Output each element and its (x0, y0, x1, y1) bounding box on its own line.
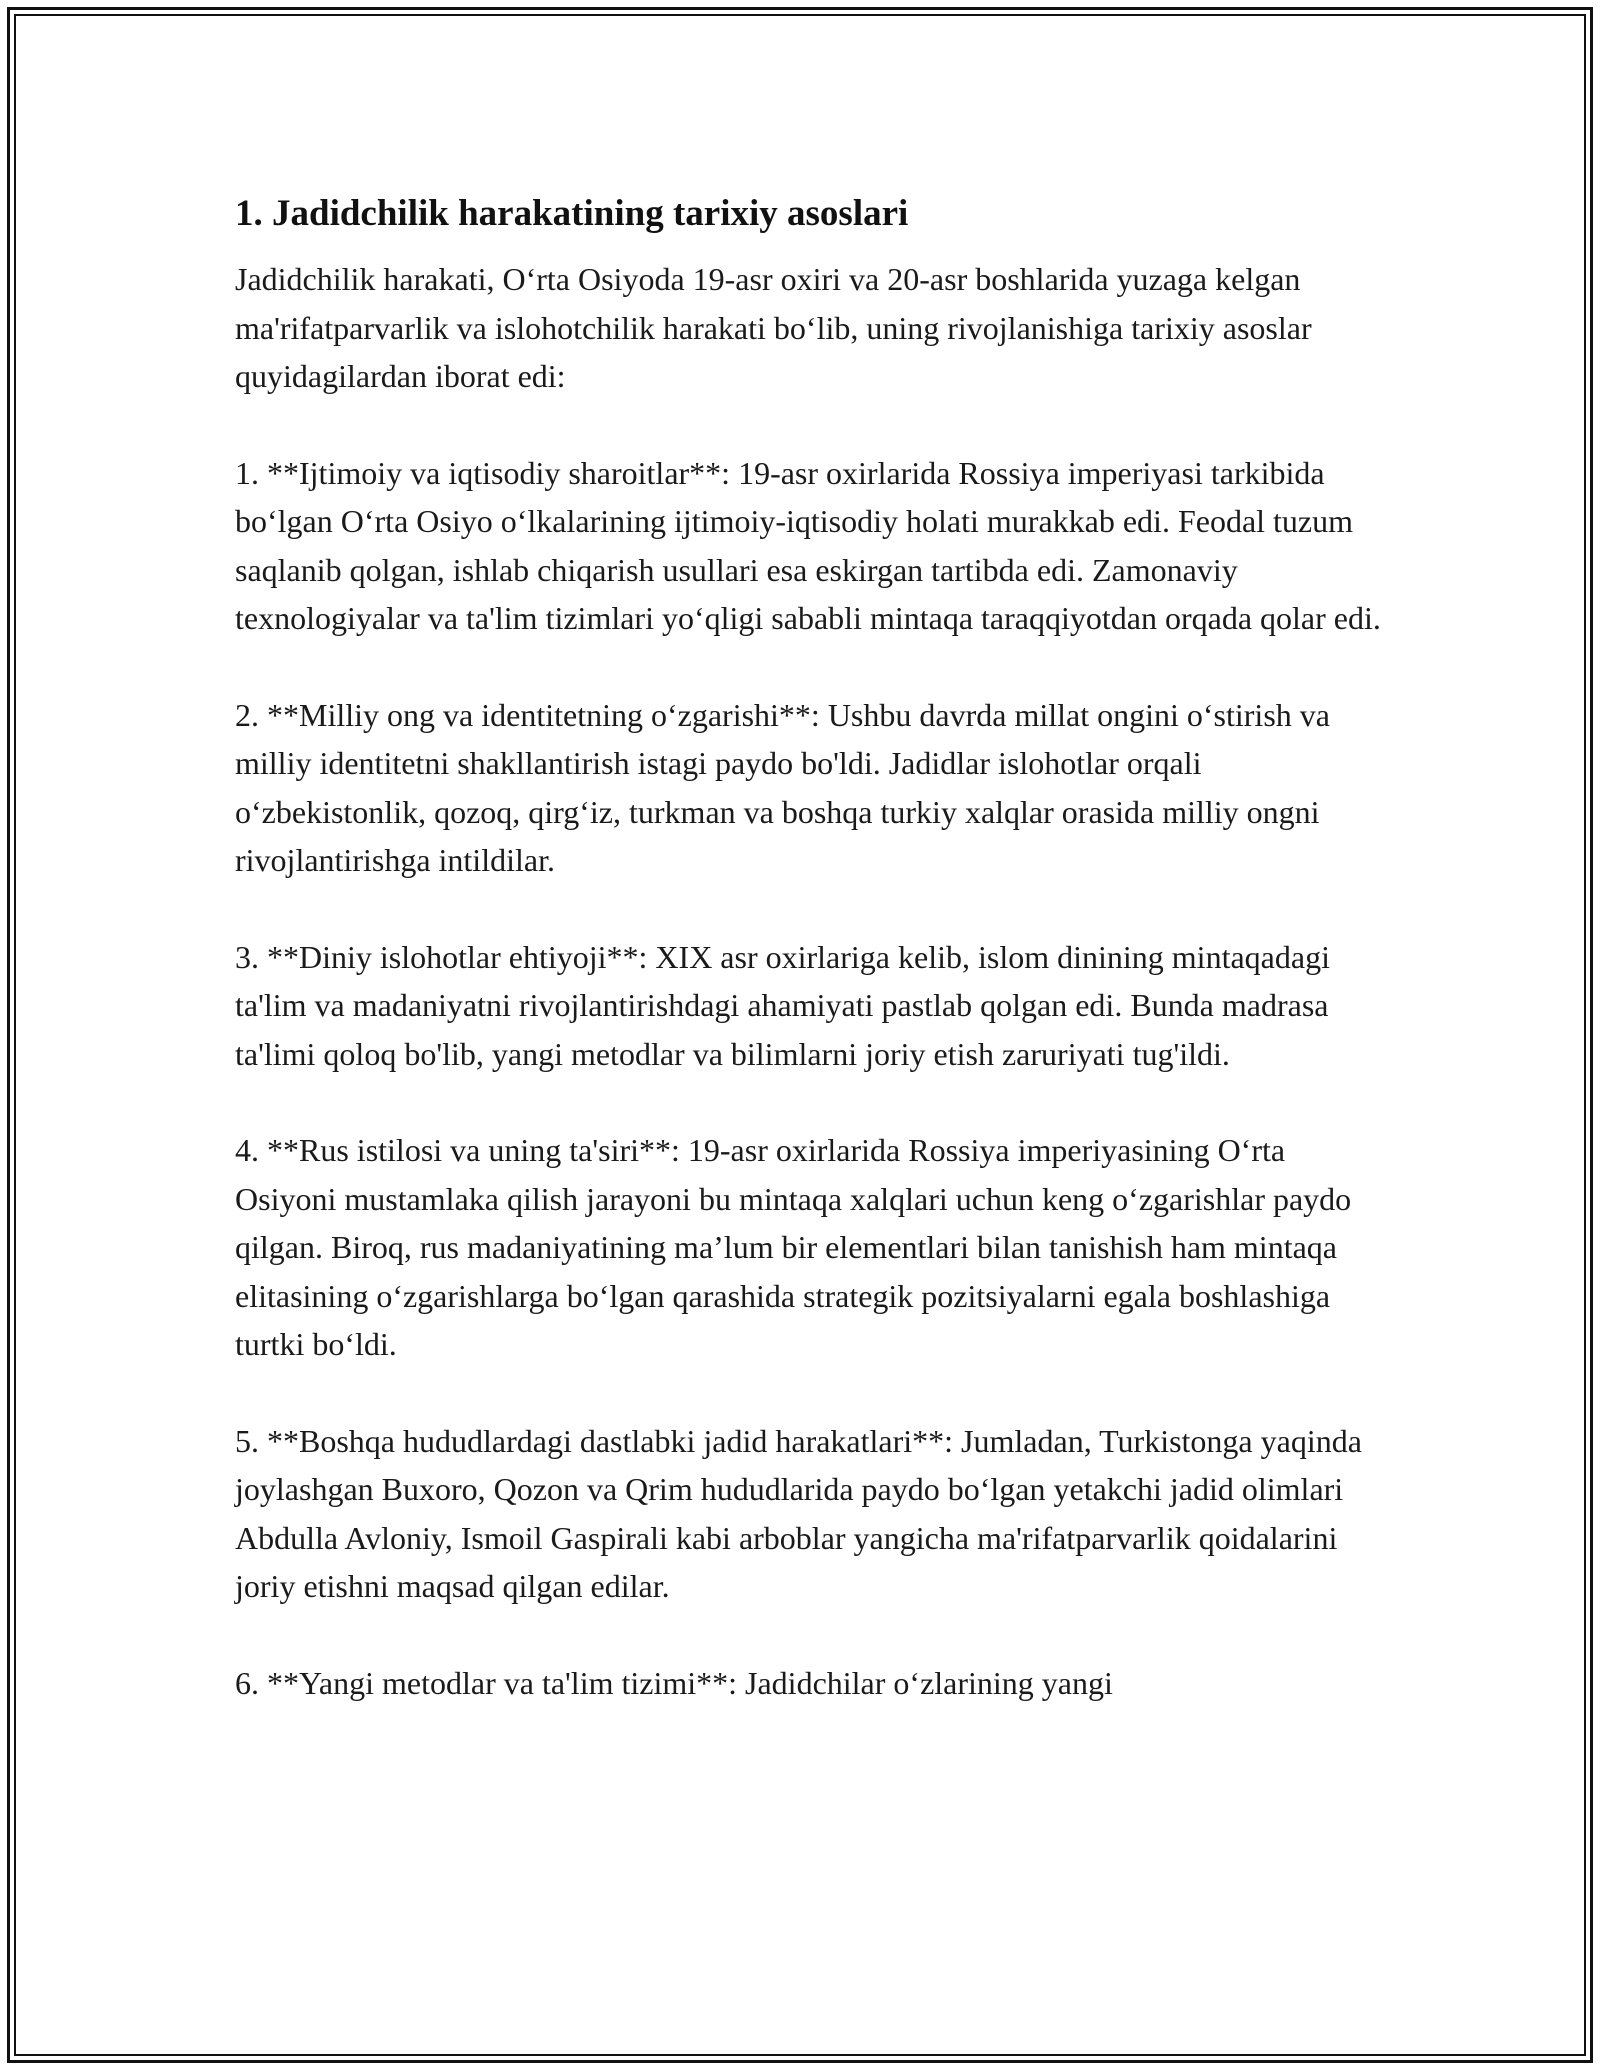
list-item-5: 5. **Boshqa hududlardagi dastlabki jadid harakatlari**: Jumladan, Turkistonga yaqinda joylashgan Buxoro, Qozon va Qrim hududlarida paydo bo‘lgan yetakchi jadid olimlari Abdulla Avloniy, Ismoil Gaspirali kabi arboblar yangicha ma'rifatparvarlik qoidalarini joriy etishni maqsad qilgan edilar. (235, 1422, 1370, 1604)
list-item-2: 2. **Milliy ong va identitetning o‘zgarishi**: Ushbu davrda millat ongini o‘stirish va milliy identitetni shakllantirish istagi paydo bo'ldi. Jadidlar islohotlar orqali o‘zbekistonlik, qozoq, qirg‘iz, turkman va boshqa turkiy xalqlar orasida milliy ongni rivojlantirishga intildilar. (235, 696, 1338, 878)
list-item-6: 6. **Yangi metodlar va ta'lim tizimi**: Jadidchilar o‘zlarining yangi (235, 1664, 1113, 1701)
document-title: 1. Jadidchilik harakatining tarixiy asoslari (235, 193, 909, 234)
intro-paragraph: Jadidchilik harakati, O‘rta Osiyoda 19-asr oxiri va 20-asr boshlarida yuzaga kelgan ma'rifatparvarlik va islohotchilik harakati bo‘lib, uning rivojlanishiga tarixiy asoslar quyidagilardan iborat edi: (235, 261, 1320, 394)
list-item-3: 3. **Diniy islohotlar ehtiyoji**: XIX asr oxirlariga kelib, islom dinining mintaqadagi ta'lim va madaniyatni rivojlantirishdagi ahamiyati pastlab qolgan edi. Bunda madrasa ta'limi qoloq bo'lib, yangi metodlar va bilimlarni joriy etish zaruriyati tug'ildi. (235, 938, 1338, 1072)
document-body (235, 185, 1385, 1707)
list-item-1: 1. **Ijtimoiy va iqtisodiy sharoitlar**: 19-asr oxirlarida Rossiya imperiyasi tarkibida bo‘lgan O‘rta Osiyo o‘lkalarining ijtimoiy-iqtisodiy holati murakkab edi. Feodal tuzum saqlanib qolgan, ishlab chiqarish usullari esa eskirgan tartibda edi. Zamonaviy texnologiyalar va ta'lim tizimlari yo‘qligi sababli mintaqa taraqqiyotdan orqada qolar edi. (235, 454, 1381, 636)
list-item-4: 4. **Rus istilosi va uning ta'siri**: 19-asr oxirlarida Rossiya imperiyasining O‘rta Osiyoni mustamlaka qilish jarayoni bu mintaqa xalqlari uchun keng o‘zgarishlar paydo qilgan. Biroq, rus madaniyatining ma’lum bir elementlari bilan tanishish ham mintaqa elitasining o‘zgarishlarga bo‘lgan qarashida strategik pozitsiyalarni egala boshlashiga turtki bo‘ldi. (235, 1132, 1360, 1362)
